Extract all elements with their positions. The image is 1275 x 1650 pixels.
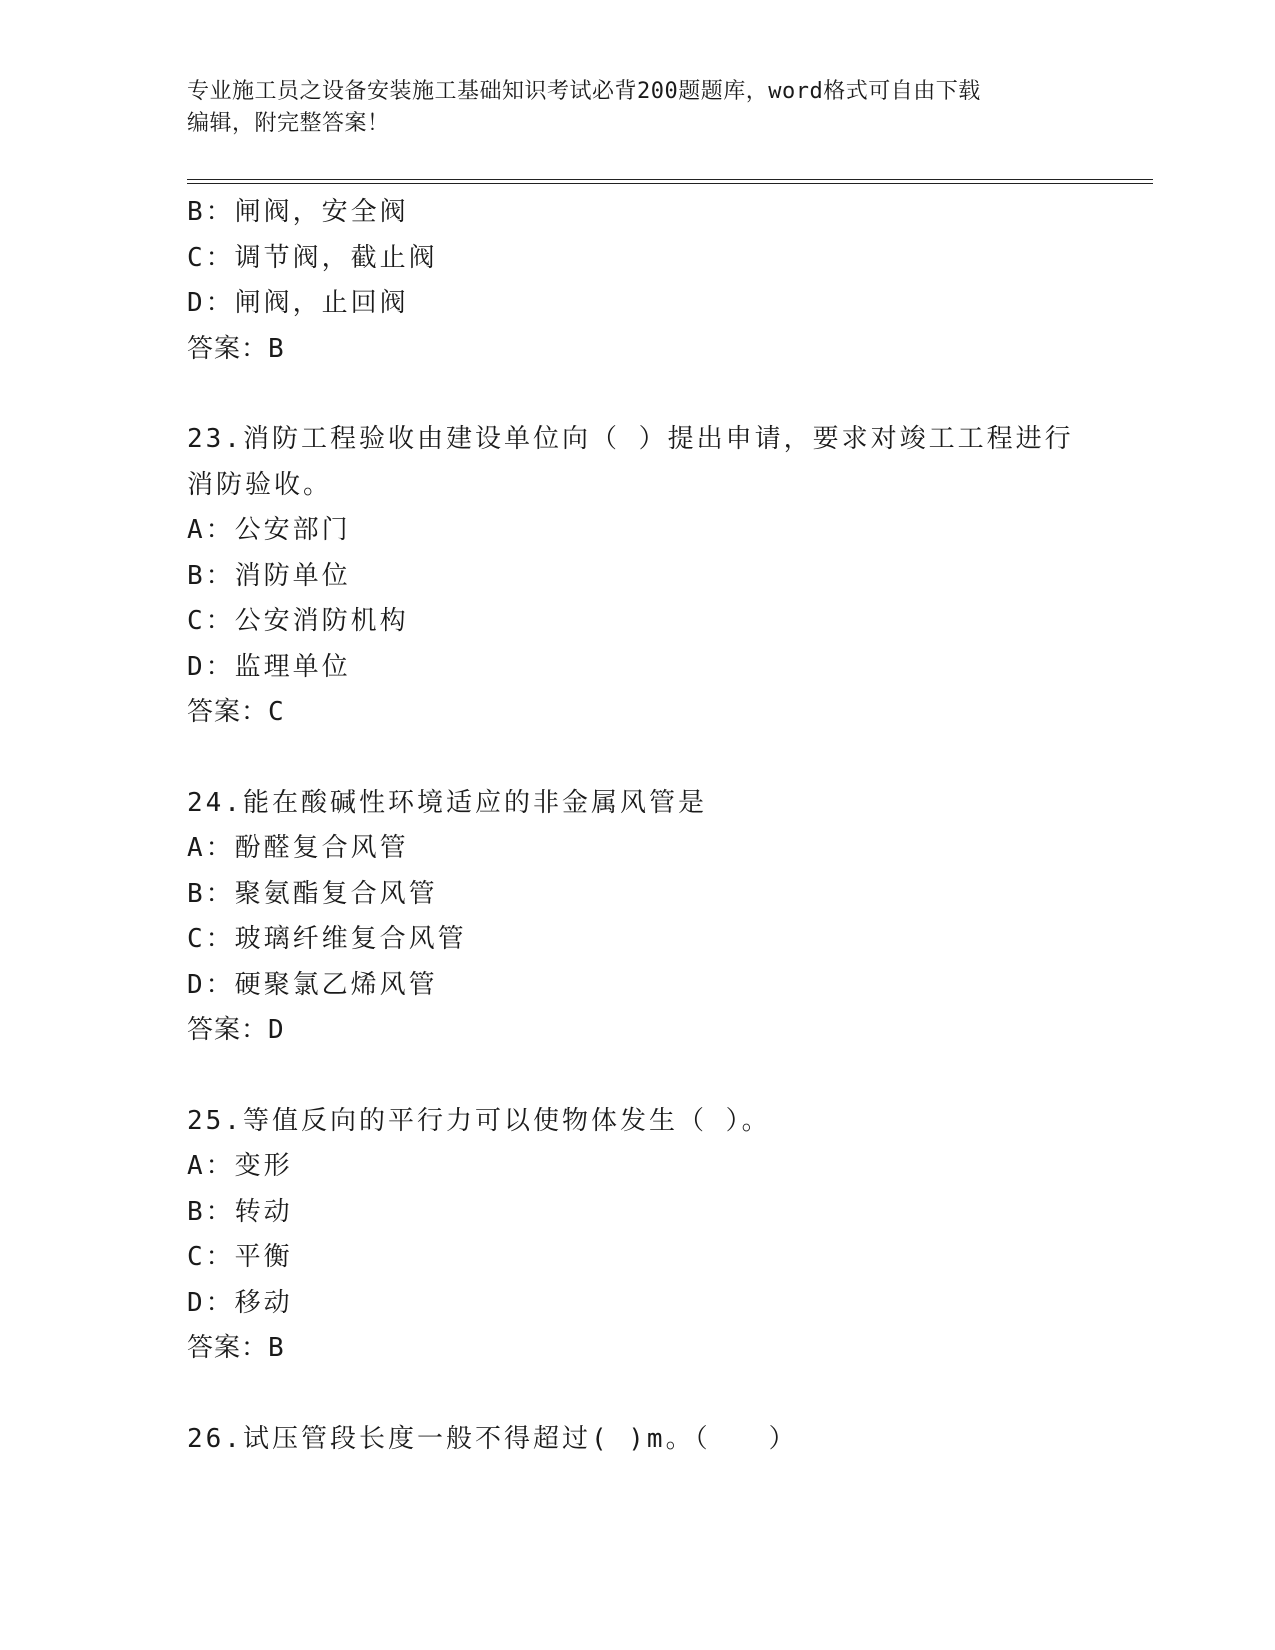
answer: 答案：B xyxy=(187,1333,285,1363)
question-26 xyxy=(187,1417,1147,1463)
option-a: A：酚醛复合风管 xyxy=(187,833,409,863)
question-stem: 24.能在酸碱性环境适应的非金属风管是 xyxy=(187,787,707,818)
question-25 xyxy=(187,1099,1147,1372)
option-b: B：聚氨酯复合风管 xyxy=(187,878,438,909)
option-c: C：公安消防机构 xyxy=(187,606,409,636)
option-c: C：玻璃纤维复合风管 xyxy=(187,924,467,954)
document-header xyxy=(187,76,1087,140)
spacer xyxy=(187,1372,1147,1417)
spacer xyxy=(187,372,1147,417)
header-divider-bottom xyxy=(187,183,1153,184)
option-a: A：公安部门 xyxy=(187,515,351,545)
spacer xyxy=(187,736,1147,781)
header-divider-top xyxy=(187,179,1153,180)
question-24 xyxy=(187,781,1147,1054)
answer: 答案：D xyxy=(187,1015,285,1045)
option-d: D：闸阀，止回阀 xyxy=(187,288,409,318)
answer: 答案：B xyxy=(187,333,285,364)
answer: 答案：C xyxy=(187,697,285,727)
question-23 xyxy=(187,417,1147,736)
option-d: D：硬聚氯乙烯风管 xyxy=(187,969,438,1000)
option-b: B：转动 xyxy=(187,1196,293,1227)
question-list xyxy=(187,190,1147,1462)
question-stem: 23.消防工程验收由建设单位向（ ）提出申请，要求对竣工工程进行 xyxy=(187,424,1074,454)
spacer xyxy=(187,1054,1147,1099)
option-a: A：变形 xyxy=(187,1151,293,1181)
option-d: D：移动 xyxy=(187,1287,293,1318)
header-line-2: 编辑，附完整答案！ xyxy=(187,111,390,136)
question-stem-continued: 消防验收。 xyxy=(187,469,333,500)
header-line-1: 专业施工员之设备安装施工基础知识考试必背200题题库，word格式可自由下载 xyxy=(187,79,981,104)
question-stem: 26.试压管段长度一般不得超过( )m。（ ） xyxy=(187,1423,798,1454)
option-c: C：平衡 xyxy=(187,1242,293,1272)
option-c: C：调节阀，截止阀 xyxy=(187,242,438,273)
option-d: D：监理单位 xyxy=(187,651,351,682)
question-22-continuation xyxy=(187,190,1147,372)
option-b: B：消防单位 xyxy=(187,560,351,591)
question-stem: 25.等值反向的平行力可以使物体发生（ ）。 xyxy=(187,1105,771,1136)
option-b: B：闸阀，安全阀 xyxy=(187,197,409,227)
